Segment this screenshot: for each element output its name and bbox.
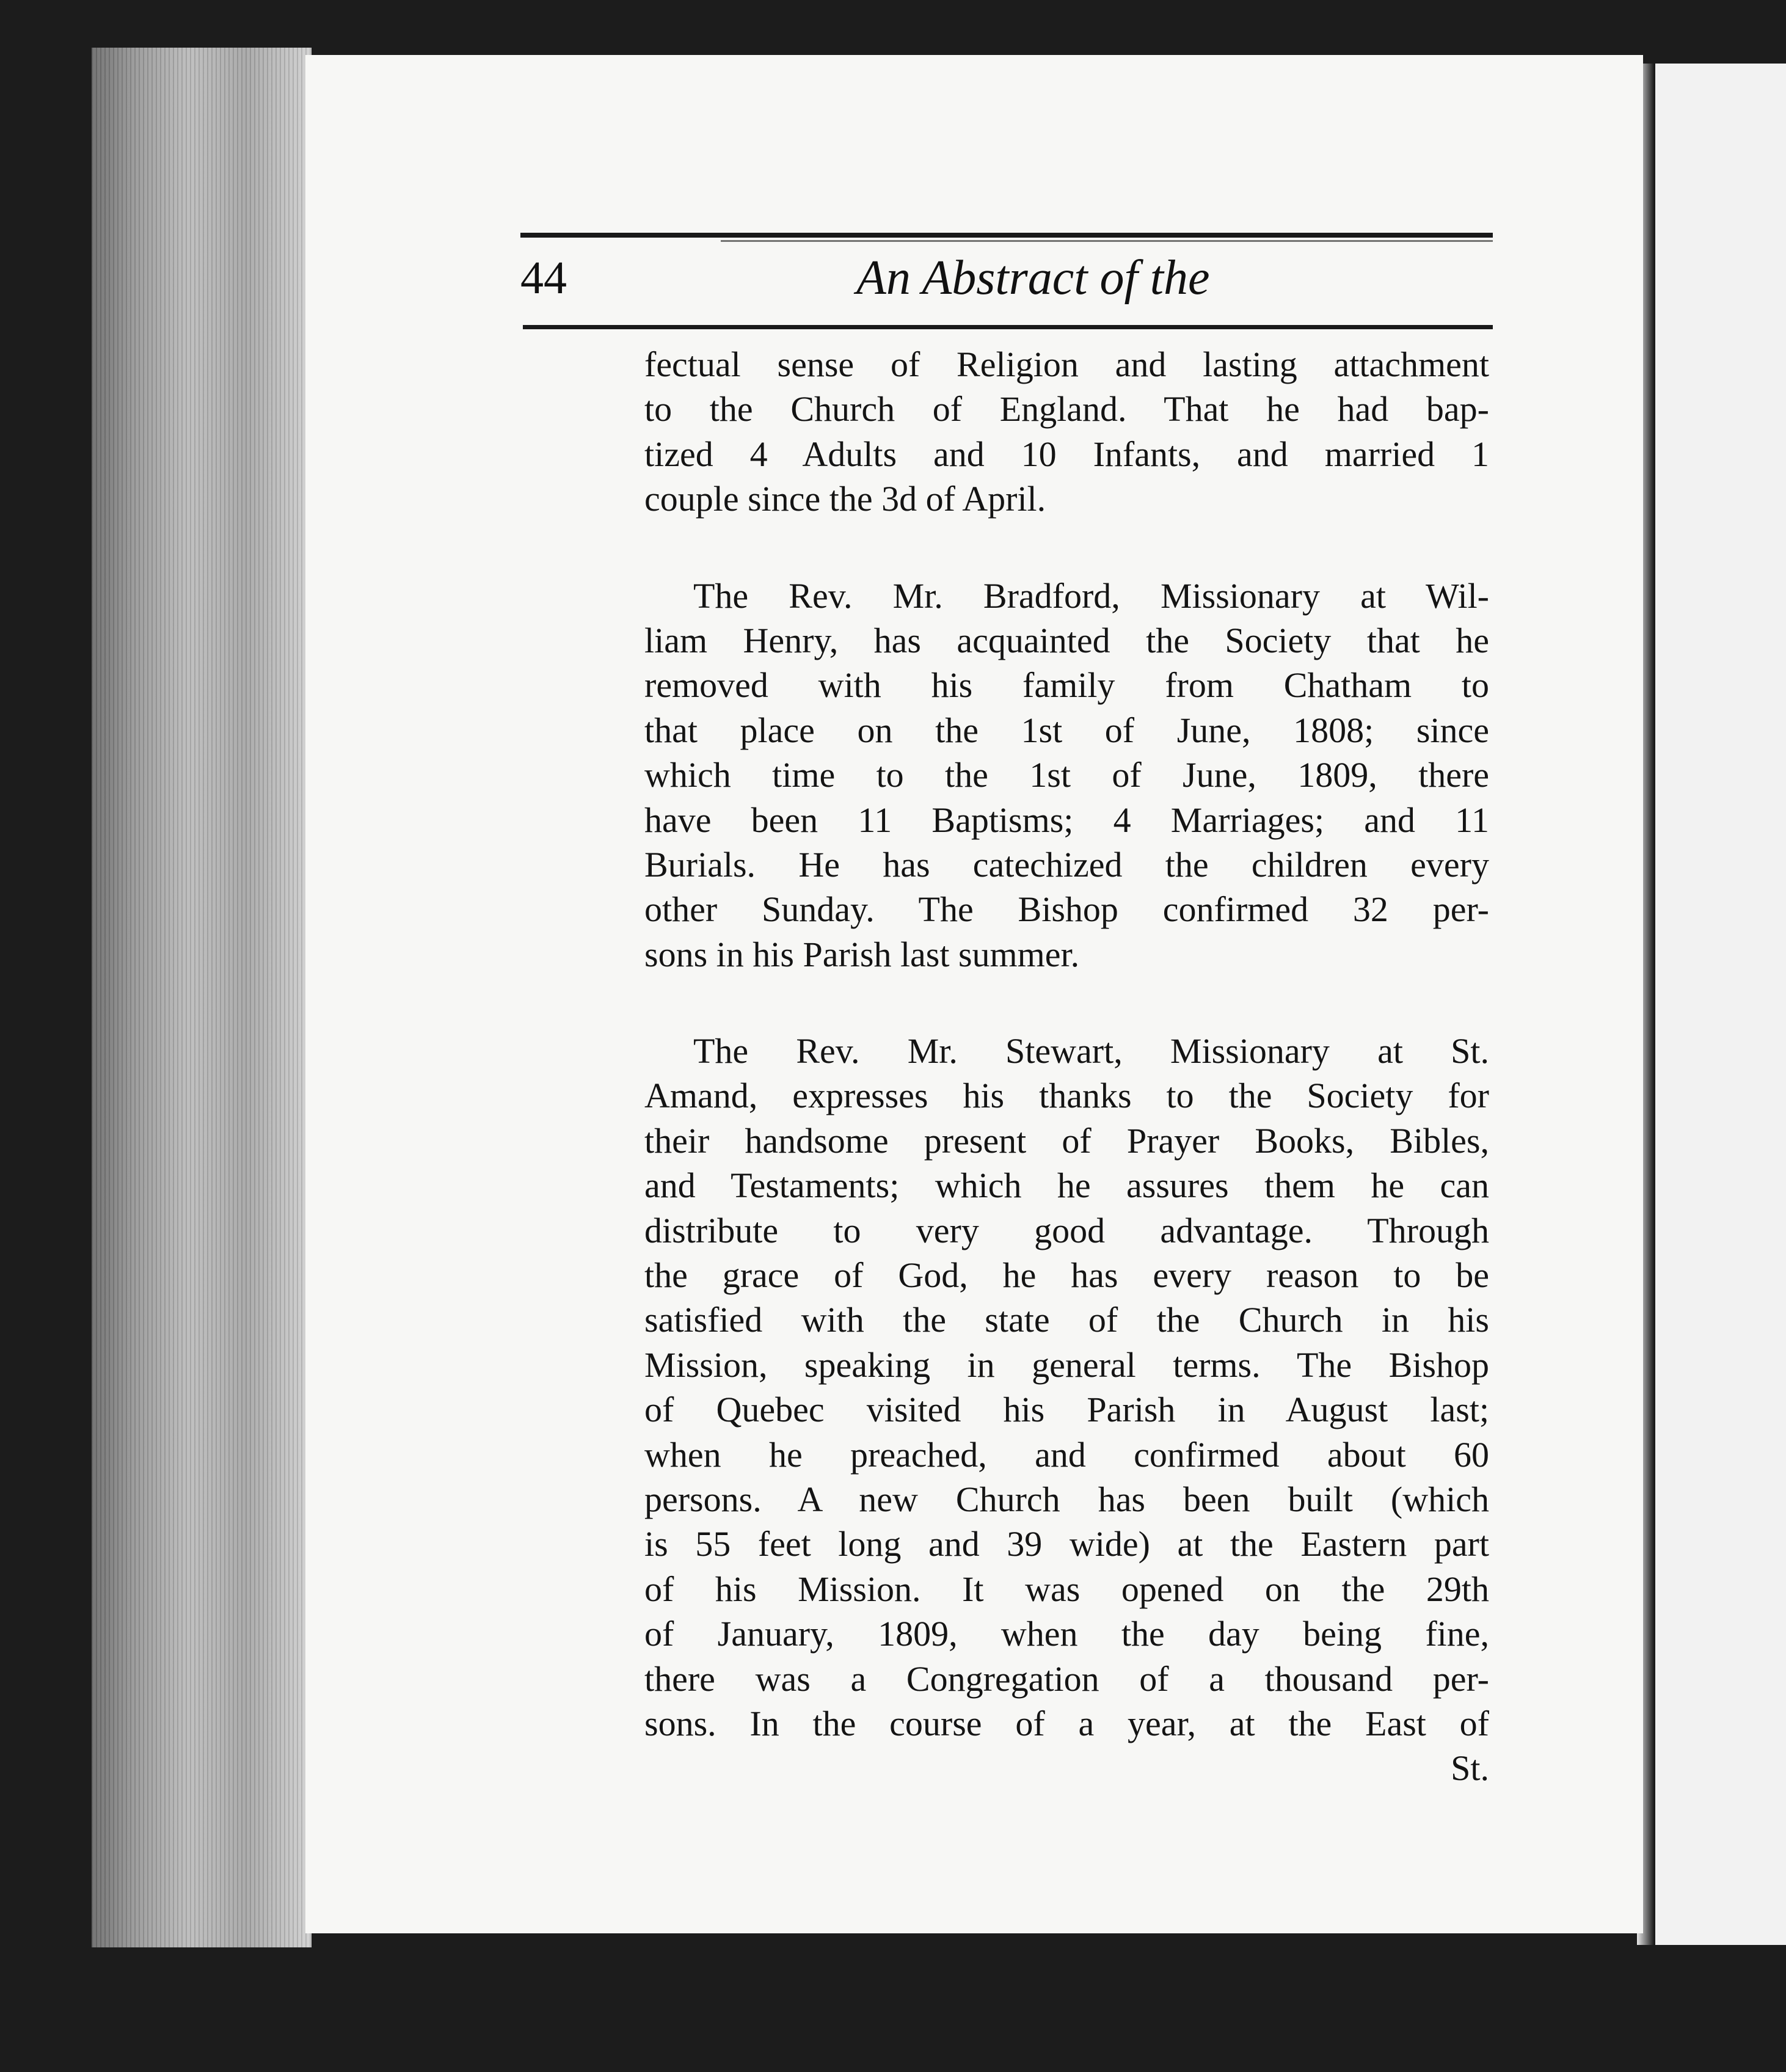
text-line: distribute to very good advantage. Through <box>644 1210 1489 1250</box>
text-line: the grace of God, he has every reason to be <box>644 1255 1489 1296</box>
text-line: to the Church of England. That he had bap- <box>644 389 1489 429</box>
header-rule-top-thin <box>721 240 1493 242</box>
text-line: The Rev. Mr. Bradford, Missionary at Wil- <box>693 575 1489 616</box>
text-line: persons. A new Church has been built (which <box>644 1479 1489 1519</box>
text-line: satisfied with the state of the Church in his <box>644 1300 1489 1340</box>
text-line: tized 4 Adults and 10 Infants, and married 1 <box>644 434 1489 474</box>
text-line: Mission, speaking in general terms. The Bishop <box>644 1344 1489 1385</box>
text-line: there was a Congregation of a thousand per- <box>644 1658 1489 1699</box>
text-line: is 55 feet long and 39 wide) at the Eastern part <box>644 1524 1489 1564</box>
running-title: An Abstract of the <box>856 251 1210 305</box>
paragraph-2 <box>644 574 1489 977</box>
page-number: 44 <box>520 252 567 304</box>
text-line: and Testaments; which he assures them he can <box>644 1166 1489 1206</box>
facing-page <box>1655 64 1786 1945</box>
text-line: fectual sense of Religion and lasting attachment <box>644 345 1489 384</box>
text-line: liam Henry, has acquainted the Society that he <box>644 620 1489 660</box>
paragraph-1 <box>644 342 1489 522</box>
text-line: have been 11 Baptisms; 4 Marriages; and 11 <box>644 800 1489 840</box>
text-line: when he preached, and confirmed about 60 <box>644 1434 1489 1475</box>
body-text <box>644 342 1489 1791</box>
text-line: their handsome present of Prayer Books, Bibles, <box>644 1120 1489 1161</box>
header-rule-bottom <box>523 325 1493 329</box>
paragraph-3 <box>644 1029 1489 1791</box>
text-line: that place on the 1st of June, 1808; since <box>644 710 1489 750</box>
text-line: Amand, expresses his thanks to the Society for <box>644 1076 1489 1116</box>
text-line: which time to the 1st of June, 1809, there <box>644 755 1489 795</box>
text-line: Burials. He has catechized the children every <box>644 844 1489 885</box>
text-line: The Rev. Mr. Stewart, Missionary at St. <box>693 1031 1489 1071</box>
text-line: removed with his family from Chatham to <box>644 665 1489 706</box>
running-head <box>520 244 1498 318</box>
text-line: sons in his Parish last summer. <box>644 934 1080 974</box>
text-line: of January, 1809, when the day being fine, <box>644 1614 1489 1654</box>
text-line: of Quebec visited his Parish in August last; <box>644 1390 1489 1430</box>
text-line: couple since the 3d of April. <box>644 479 1046 519</box>
page-edges <box>92 48 312 1947</box>
catchword: St. <box>1451 1748 1489 1789</box>
text-line: of his Mission. It was opened on the 29th <box>644 1569 1489 1609</box>
text-line: other Sunday. The Bishop confirmed 32 per- <box>644 889 1489 930</box>
header-rule-top <box>520 233 1493 238</box>
text-line: sons. In the course of a year, at the East of <box>644 1703 1489 1743</box>
